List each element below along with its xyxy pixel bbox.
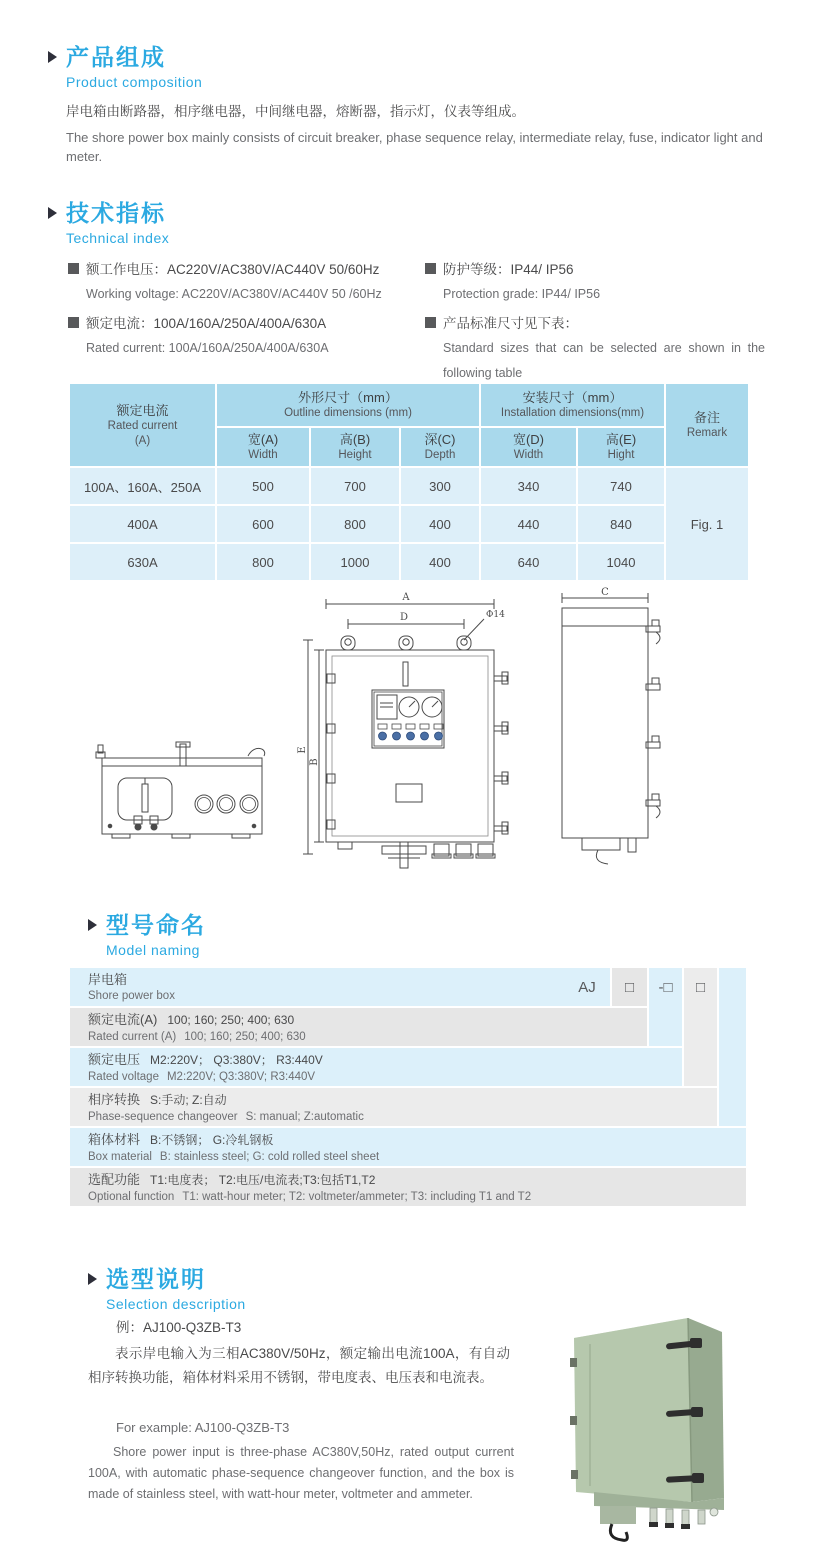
size-table bbox=[68, 382, 750, 582]
spec-standard-sizes-cn: 产品标准尺寸见下表： bbox=[443, 316, 578, 331]
technical-title-en: Technical index bbox=[66, 230, 170, 246]
spec-working-voltage-en: Working voltage: AC220V/AC380V/AC440V 50 /60Hz bbox=[86, 287, 382, 301]
model-row-rated-current: 额定电流(A) 100; 160; 250; 400; 630 Rated current (A) 100; 160; 250; 400; 630 bbox=[70, 1008, 647, 1046]
model-row-cn: 岸电箱 bbox=[88, 972, 128, 987]
square-bullet-icon bbox=[425, 317, 436, 328]
model-naming-title-en: Model naming bbox=[106, 942, 200, 958]
model-code-box-1: □ bbox=[624, 978, 635, 996]
col-header-remark bbox=[666, 384, 748, 466]
spec-rated-current bbox=[68, 312, 326, 332]
section-arrow-icon bbox=[88, 1273, 97, 1285]
section-model-naming bbox=[88, 912, 206, 958]
col-header-height-b: 高(B) Height bbox=[311, 428, 399, 466]
selection-title-en: Selection description bbox=[106, 1296, 246, 1312]
model-naming-title-cn: 型号命名 bbox=[106, 912, 206, 938]
section-technical-index bbox=[48, 200, 169, 246]
model-code-box-3: □ bbox=[695, 978, 706, 996]
dim-c-label: C bbox=[601, 587, 609, 598]
rated-current-unit: (A) bbox=[134, 434, 151, 447]
dim-a-label: A bbox=[402, 592, 410, 603]
model-code-box-2: -□ bbox=[658, 978, 673, 996]
table-cell: 400 bbox=[401, 506, 479, 542]
spec-protection-grade-en: Protection grade: IP44/ IP56 bbox=[443, 287, 601, 301]
outline-group-cn: 外形尺寸（mm） bbox=[298, 390, 398, 405]
table-cell: 500 bbox=[217, 468, 309, 504]
composition-body-cn: 岸电箱由断路器，相序继电器，中间继电器，熔断器，指示灯，仪表等组成。 bbox=[66, 104, 525, 119]
section-selection-description bbox=[88, 1266, 246, 1312]
code-column-4 bbox=[719, 968, 746, 1126]
model-row-en: Shore power box bbox=[88, 990, 175, 1002]
section-arrow-icon bbox=[48, 51, 57, 63]
spec-working-voltage-cn: 额工作电压：AC220V/AC380V/AC440V 50/60Hz bbox=[86, 262, 380, 277]
table-cell: 440 bbox=[481, 506, 576, 542]
side-view-drawing bbox=[548, 586, 670, 870]
table-cell: 800 bbox=[217, 544, 309, 580]
selection-example-en: For example: AJ100-Q3ZB-T3 bbox=[116, 1420, 290, 1435]
table-cell: 630A bbox=[70, 544, 215, 580]
dim-b-label: B bbox=[309, 758, 320, 766]
group-header-installation bbox=[481, 384, 664, 426]
dim-d-label: D bbox=[399, 612, 409, 623]
model-row-phase-sequence: 相序转换 S:手动; Z:自动 Phase-sequence changeover S: manual; Z:automatic bbox=[70, 1088, 717, 1126]
model-row-optional-function: 选配功能 T1:电度表； T2:电压/电流表;T3:包括T1,T2 Optional function T1: watt-hour meter; T2: voltmeter/ammeter; T3: including T1 and T2 bbox=[70, 1168, 746, 1206]
model-row-rated-voltage: 额定电压 M2:220V； Q3:380V； R3:440V Rated voltage M2:220V; Q3:380V; R3:440V bbox=[70, 1048, 682, 1086]
rated-current-cn: 额定电流 bbox=[116, 402, 169, 418]
spec-protection-grade bbox=[425, 258, 574, 278]
composition-title-cn: 产品组成 bbox=[66, 44, 166, 70]
remark-header-cn: 备注 bbox=[693, 410, 720, 425]
model-row-shore-power-box bbox=[70, 968, 610, 1006]
square-bullet-icon bbox=[68, 317, 79, 328]
remark-cell: Fig. 1 bbox=[666, 468, 748, 580]
square-bullet-icon bbox=[425, 263, 436, 274]
square-bullet-icon bbox=[68, 263, 79, 274]
col-header-width-a: 宽(A) Width bbox=[217, 428, 309, 466]
remark-header-en: Remark bbox=[686, 427, 728, 439]
model-code-prefix: AJ bbox=[578, 978, 596, 996]
table-cell: 700 bbox=[311, 468, 399, 504]
selection-body-cn: 表示岸电输入为三相AC380V/50Hz，额定输出电流100A，有自动相序转换功能，箱体材料采用不锈钢，带电度表、电压表和电流表。 bbox=[88, 1346, 510, 1385]
selection-title-cn: 选型说明 bbox=[106, 1266, 206, 1292]
table-cell: 100A、160A、250A bbox=[70, 468, 215, 504]
group-header-outline bbox=[217, 384, 479, 426]
top-view-drawing bbox=[92, 732, 278, 844]
selection-example-cn: 例：AJ100-Q3ZB-T3 bbox=[116, 1320, 242, 1335]
table-cell: 1000 bbox=[311, 544, 399, 580]
selection-body-en: Shore power input is three-phase AC380V,50Hz, rated output current 100A, with automatic phase-sequence changeover function, and the box is made of stainless steel, with watt-hour meter, voltmeter and ammeter. bbox=[88, 1445, 514, 1501]
col-header-depth-c: 深(C) Depth bbox=[401, 428, 479, 466]
dim-e-label: E bbox=[297, 746, 308, 754]
dim-phi-label: Φ14 bbox=[486, 610, 505, 620]
col-header-hight-e: 高(E) Hight bbox=[578, 428, 664, 466]
section-arrow-icon bbox=[88, 919, 97, 931]
table-cell: 300 bbox=[401, 468, 479, 504]
col-header-rated-current bbox=[70, 384, 215, 466]
model-row-box-material: 箱体材料 B:不锈钢； G:冷轧钢板 Box material B: stainless steel; G: cold rolled steel sheet bbox=[70, 1128, 746, 1166]
outline-group-en: Outline dimensions (mm) bbox=[284, 407, 412, 419]
composition-body-en: The shore power box mainly consists of circuit breaker, phase sequence relay, intermediate relay, fuse, indicator light and meter. bbox=[66, 130, 763, 164]
section-product-composition bbox=[48, 44, 202, 90]
product-photo bbox=[538, 1296, 812, 1552]
spec-protection-grade-cn: 防护等级：IP44/ IP56 bbox=[443, 262, 574, 277]
spec-working-voltage bbox=[68, 258, 379, 278]
front-view-drawing bbox=[296, 590, 514, 872]
spec-standard-sizes-en: Standard sizes that can be selected are shown in the following table bbox=[443, 341, 765, 380]
table-cell: 840 bbox=[578, 506, 664, 542]
section-arrow-icon bbox=[48, 207, 57, 219]
install-group-en: Installation dimensions(mm) bbox=[500, 407, 645, 419]
table-row bbox=[70, 468, 748, 504]
table-row bbox=[70, 506, 748, 542]
spec-standard-sizes bbox=[425, 312, 578, 332]
composition-title-en: Product composition bbox=[66, 74, 203, 90]
table-cell: 600 bbox=[217, 506, 309, 542]
table-cell: 640 bbox=[481, 544, 576, 580]
table-cell: 740 bbox=[578, 468, 664, 504]
rated-current-en: Rated current bbox=[107, 419, 178, 432]
model-naming-table bbox=[70, 968, 746, 1208]
install-group-cn: 安装尺寸（mm） bbox=[522, 390, 623, 405]
col-header-width-d: 宽(D) Width bbox=[481, 428, 576, 466]
table-cell: 400 bbox=[401, 544, 479, 580]
table-cell: 340 bbox=[481, 468, 576, 504]
table-cell: 800 bbox=[311, 506, 399, 542]
table-cell: 1040 bbox=[578, 544, 664, 580]
spec-rated-current-cn: 额定电流：100A/160A/250A/400A/630A bbox=[86, 316, 327, 331]
table-row bbox=[70, 544, 748, 580]
spec-rated-current-en: Rated current: 100A/160A/250A/400A/630A bbox=[86, 341, 329, 355]
technical-title-cn: 技术指标 bbox=[66, 200, 166, 226]
table-cell: 400A bbox=[70, 506, 215, 542]
